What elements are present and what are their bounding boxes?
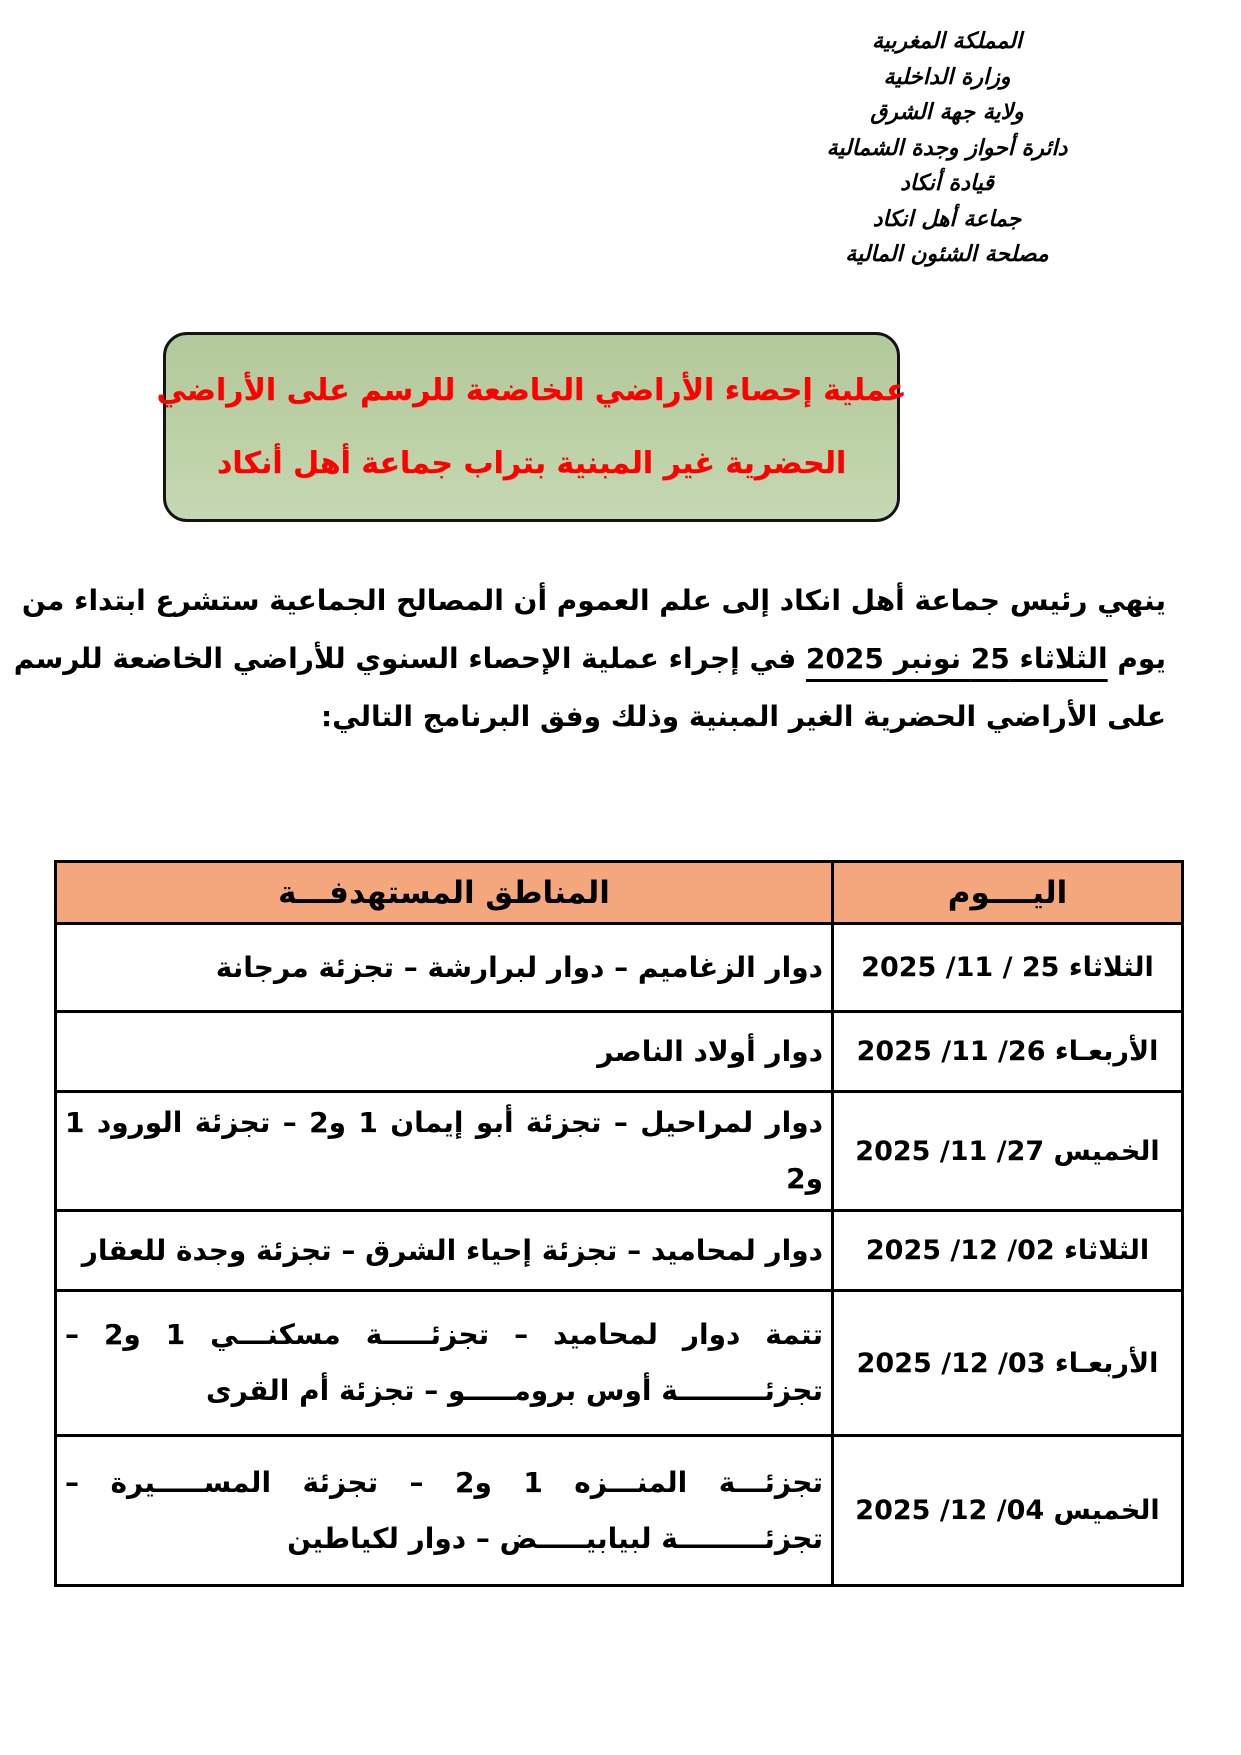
schedule-areas-cell: دوار لمراحيل – تجزئة أبو إيمان 1 و2 – تجزئة الورود 1 و2 [56, 1092, 833, 1211]
intro-line-2 [13, 630, 1166, 688]
intro-line-2-suffix: في إجراء عملية الإحصاء السنوي للأراضي الخاضعة للرسم [13, 642, 806, 675]
letterhead-line-wilaya: ولاية جهة الشرق [870, 100, 1024, 125]
letterhead-line-ministry: وزارة الداخلية [883, 64, 1011, 90]
schedule-areas-cell: تتمة دوار لمحاميد – تجزئـــــة مسكنـــي 1 و2 – تجزئـــــــــة أوس برومـــــو – تجزئة أم القرى [56, 1291, 833, 1436]
schedule-row [56, 924, 1183, 1012]
column-header-day: اليــــوم [833, 862, 1183, 924]
letterhead [771, 24, 1123, 273]
letterhead-line-caidat: قيادة أنكاد [900, 171, 994, 196]
announcement-title-line-2: الحضرية غير المبنية بتراب جماعة أهل أنكاد [216, 446, 847, 481]
schedule-day-cell: الثلاثاء 02/ 12/ 2025 [833, 1211, 1183, 1291]
intro-line-2-prefix: يوم [1107, 642, 1166, 675]
schedule-areas-cell: دوار لمحاميد – تجزئة إحياء الشرق – تجزئة وجدة للعقار [56, 1211, 833, 1291]
announcement-title-line-1: عملية إحصاء الأراضي الخاضعة للرسم على الأراضي [156, 373, 907, 408]
schedule-day-cell: الخميس 27/ 11/ 2025 [833, 1092, 1183, 1211]
schedule-day-cell: الخميس 04/ 12/ 2025 [833, 1436, 1183, 1586]
schedule-row [56, 1092, 1183, 1211]
letterhead-line-commune: جماعة أهل انكاد [872, 206, 1022, 232]
schedule-row [56, 1436, 1183, 1586]
intro-line-3: على الأراضي الحضرية الغير المبنية وذلك وفق البرنامج التالي: [320, 700, 1166, 733]
schedule-header-row [56, 862, 1183, 924]
announcement-title-box [156, 332, 907, 522]
schedule-row [56, 1211, 1183, 1291]
schedule-day-cell: الثلاثاء 25 / 11/ 2025 [833, 924, 1183, 1012]
intro-paragraph [13, 572, 1166, 746]
letterhead-line-kingdom: المملكة المغربية [872, 29, 1022, 54]
schedule-day-cell: الأربعـاء 03/ 12/ 2025 [833, 1291, 1183, 1436]
schedule-body [56, 924, 1183, 1586]
schedule-areas-cell: تجزئـــة المنـــزه 1 و2 – تجزئة المســـــيرة – تجزئـــــــــة لبيابيـــــض – دوار لكياطين [56, 1436, 833, 1586]
letterhead-line-service: مصلحة الشئون المالية [845, 242, 1049, 267]
intro-line-1: ينهي رئيس جماعة أهل انكاد إلى علم العموم أن المصالح الجماعية ستشرع ابتداء من [21, 584, 1166, 617]
schedule-row [56, 1291, 1183, 1436]
schedule-row [56, 1012, 1183, 1092]
census-schedule-table [54, 860, 1184, 1587]
letterhead-line-district: دائرة أحواز وجدة الشمالية [826, 135, 1068, 161]
schedule-areas-cell: دوار الزغاميم – دوار لبرارشة – تجزئة مرجانة [56, 924, 833, 1012]
intro-line-2-underlined-date: الثلاثاء 25 نونبر 2025 [805, 642, 1108, 675]
schedule-day-cell: الأربعـاء 26/ 11/ 2025 [833, 1012, 1183, 1092]
schedule-areas-cell: دوار أولاد الناصر [56, 1012, 833, 1092]
column-header-target-areas: المناطق المستهدفـــة [56, 862, 833, 924]
